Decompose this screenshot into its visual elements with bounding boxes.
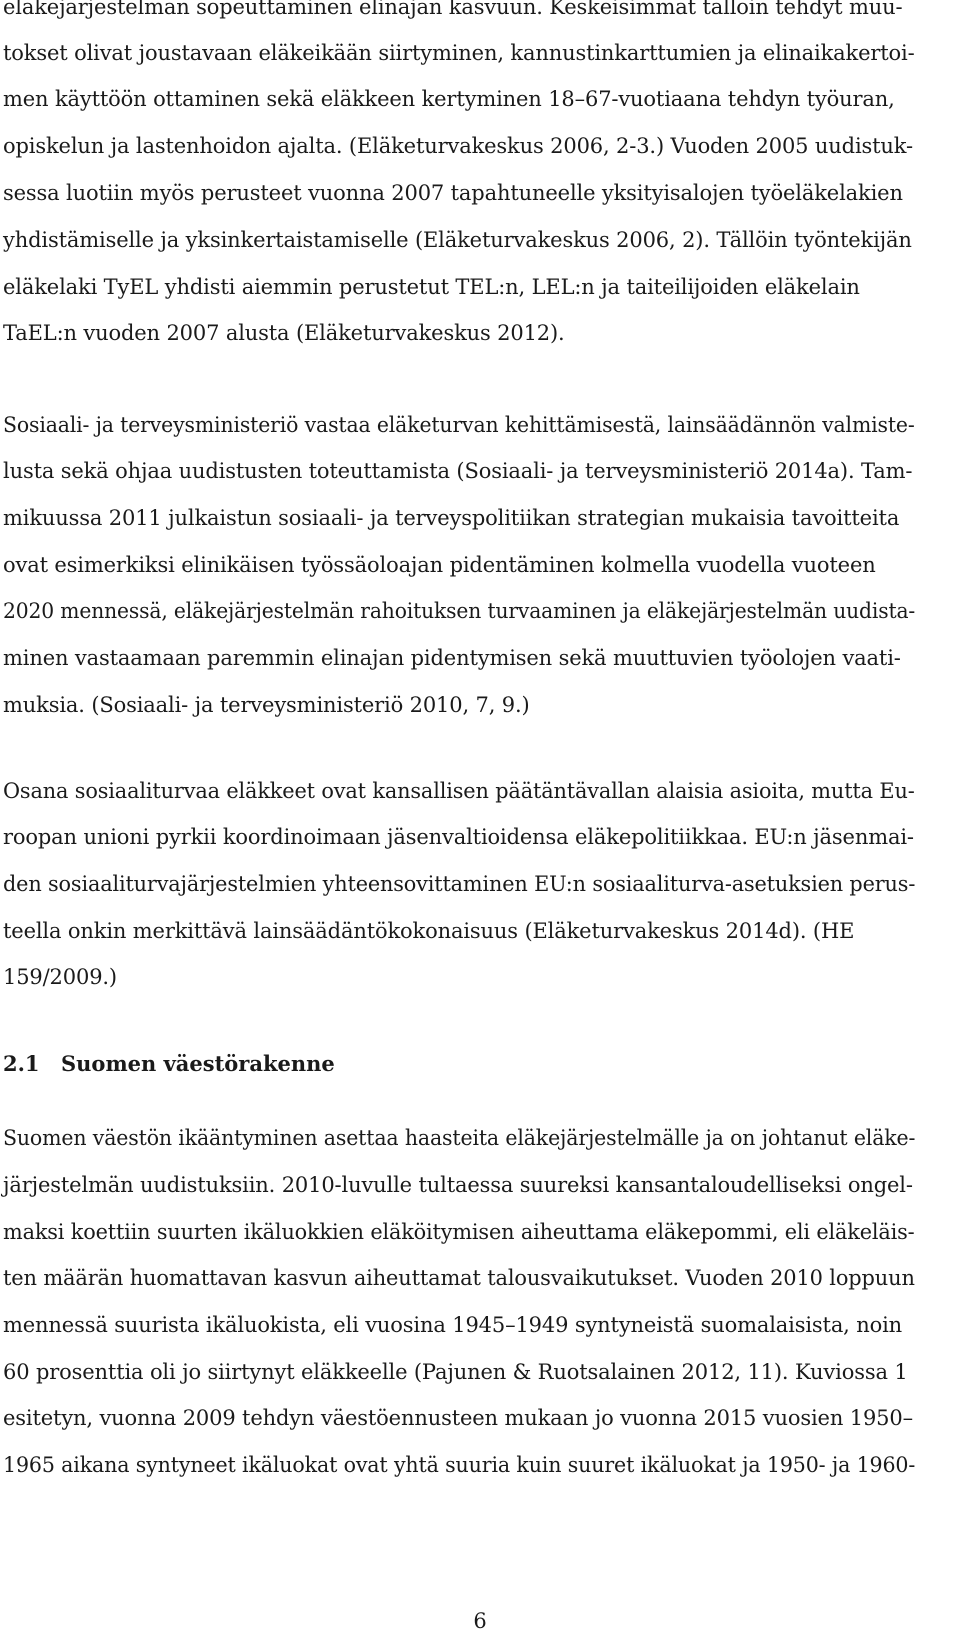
text-line: 2020 mennessä, eläkejärjestelmän rahoituksen turvaaminen ja eläkejärjestelmän uudista- — [3, 599, 916, 623]
text-line: maksi koettiin suurten ikäluokkien eläköitymisen aiheuttama eläkepommi, eli eläkeläis- — [3, 1220, 915, 1244]
text-line: 60 prosenttia oli jo siirtynyt eläkkeelle (Pajunen & Ruotsalainen 2012, 11). Kuviossa 1 — [3, 1360, 908, 1384]
text-line: teella onkin merkittävä lainsäädäntökokonaisuus (Eläketurvakeskus 2014d). (HE — [3, 919, 855, 943]
text-line: opiskelun ja lastenhoidon ajalta. (Eläketurvakeskus 2006, 2-3.) Vuoden 2005 uudistuk- — [3, 134, 913, 158]
text-line: tokset olivat joustavaan eläkeikään siirtyminen, kannustinkarttumien ja elinaikakertoi- — [3, 41, 915, 65]
section-number: 2.1 — [3, 1051, 40, 1076]
section-title: Suomen väestörakenne — [61, 1051, 335, 1076]
text-line: esitetyn, vuonna 2009 tehdyn väestöennusteen mukaan jo vuonna 2015 vuosien 1950– — [3, 1406, 913, 1430]
text-line: eläkejärjestelmän sopeuttaminen elinajan kasvuun. Keskeisimmät tällöin tehdyt muu- — [3, 0, 903, 19]
text-line: yhdistämiselle ja yksinkertaistamiselle (Eläketurvakeskus 2006, 2). Tällöin työntekijän — [3, 228, 912, 252]
page-number: 6 — [473, 1609, 487, 1633]
text-line: muksia. (Sosiaali- ja terveysministeriö 2010, 7, 9.) — [3, 693, 530, 717]
text-line: ten määrän huomattavan kasvun aiheuttamat talousvaikutukset. Vuoden 2010 loppuun — [3, 1266, 915, 1290]
text-line: eläkelaki TyEL yhdisti aiemmin perustetut TEL:n, LEL:n ja taiteilijoiden eläkelain — [3, 275, 860, 299]
text-line: mennessä suurista ikäluokista, eli vuosina 1945–1949 syntyneistä suomalaisista, noin — [3, 1313, 903, 1337]
text-line: ovat esimerkiksi elinikäisen työssäoloajan pidentäminen kolmella vuodella vuoteen — [3, 553, 876, 577]
text-line: Suomen väestön ikääntyminen asettaa haasteita eläkejärjestelmälle ja on johtanut eläke- — [3, 1126, 916, 1150]
section-heading — [3, 1051, 335, 1077]
text-line: den sosiaaliturvajärjestelmien yhteensovittaminen EU:n sosiaaliturva-asetuksien perus- — [3, 872, 916, 896]
text-line: men käyttöön ottaminen sekä eläkkeen kertyminen 18–67-vuotiaana tehdyn työuran, — [3, 87, 895, 111]
text-line: sessa luotiin myös perusteet vuonna 2007 tapahtuneelle yksityisalojen työeläkelakien — [3, 181, 903, 205]
text-line: Osana sosiaaliturvaa eläkkeet ovat kansallisen päätäntävallan alaisia asioita, mutta Eu- — [3, 779, 915, 803]
text-line: TaEL:n vuoden 2007 alusta (Eläketurvakeskus 2012). — [3, 321, 565, 345]
text-line: roopan unioni pyrkii koordinoimaan jäsenvaltioidensa eläkepolitiikkaa. EU:n jäsenmai- — [3, 825, 914, 849]
text-line: mikuussa 2011 julkaistun sosiaali- ja terveyspolitiikan strategian mukaisia tavoitteita — [3, 506, 900, 530]
text-line: järjestelmän uudistuksiin. 2010-luvulle tultaessa suureksi kansantaloudelliseksi ongel- — [3, 1173, 913, 1197]
text-line: 1965 aikana syntyneet ikäluokat ovat yhtä suuria kuin suuret ikäluokat ja 1950- ja 1960- — [3, 1453, 916, 1477]
text-line: Sosiaali- ja terveysministeriö vastaa eläketurvan kehittämisestä, lainsäädännön valmiste- — [3, 413, 915, 437]
text-line: 159/2009.) — [3, 965, 117, 989]
text-line: lusta sekä ohjaa uudistusten toteuttamista (Sosiaali- ja terveysministeriö 2014a). Tam- — [3, 459, 913, 483]
text-line: minen vastaamaan paremmin elinajan pidentymisen sekä muuttuvien työolojen vaati- — [3, 646, 901, 670]
